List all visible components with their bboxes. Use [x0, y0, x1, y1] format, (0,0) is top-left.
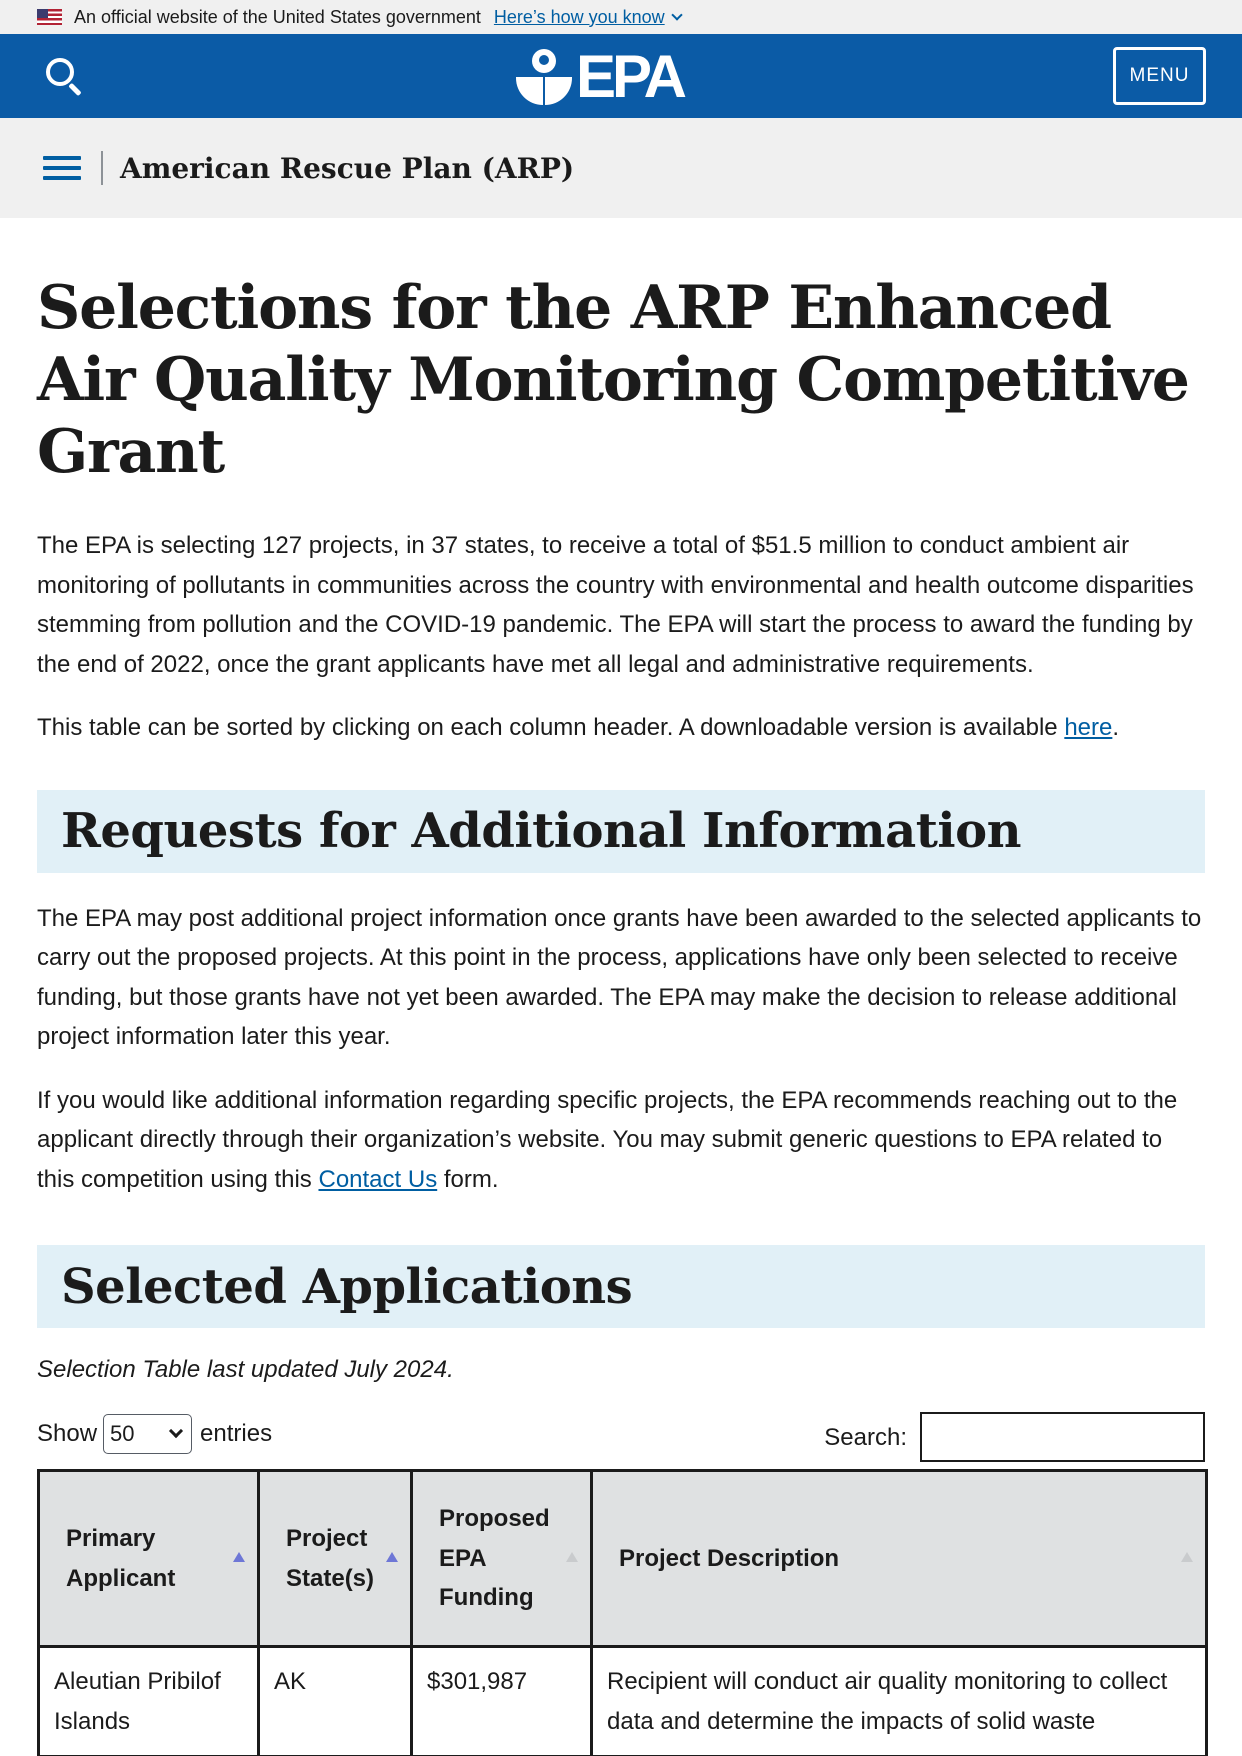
requests-paragraph-2-end: form. — [437, 1165, 499, 1193]
chevron-down-icon[interactable] — [671, 9, 682, 20]
sort-ascending-icon — [386, 1552, 398, 1562]
table-controls — [37, 1412, 1205, 1468]
requests-heading-box — [37, 790, 1205, 873]
table-row — [39, 1647, 1207, 1756]
entries-control — [37, 1414, 272, 1454]
cell-state: AK — [259, 1647, 412, 1756]
selected-heading-box — [37, 1245, 1205, 1328]
entries-label: entries — [200, 1420, 273, 1447]
cell-description: Recipient will conduct air quality monitoring to collect data and determine the impacts of solid waste — [592, 1647, 1207, 1756]
column-header-project-description[interactable] — [592, 1471, 1207, 1647]
column-header-label: Project State(s) — [286, 1525, 375, 1592]
selections-table — [37, 1469, 1208, 1756]
search-icon[interactable] — [40, 52, 88, 100]
sort-ascending-icon — [233, 1552, 245, 1562]
column-header-label: Primary Applicant — [66, 1525, 176, 1592]
sort-note-paragraph — [37, 708, 1205, 748]
site-header — [0, 34, 1242, 118]
logo-text: EPA — [576, 43, 683, 110]
cell-funding: $301,987 — [412, 1647, 592, 1756]
main-content — [0, 272, 1242, 1756]
column-header-proposed-funding[interactable] — [412, 1471, 592, 1647]
menu-button[interactable]: MENU — [1113, 47, 1206, 105]
table-search-input[interactable] — [920, 1412, 1205, 1462]
gov-banner — [0, 0, 1242, 34]
page-title: Selections for the ARP Enhanced Air Quality Monitoring Competitive Grant — [37, 273, 1189, 487]
search-label: Search: — [824, 1424, 907, 1451]
intro-paragraph: The EPA is selecting 127 projects, in 37 states, to receive a total of $51.5 million to conduct ambient air monitoring of pollutants in communities across the country with environmental and health outcome disparities stemming from pollution and the COVID-19 pandemic. The EPA will start the process to award the funding by the end of 2022, once the grant applicants have met all legal and administrative requirements. — [37, 532, 1194, 678]
heres-how-you-know-link[interactable]: Here’s how you know — [493, 6, 665, 27]
sort-note-text: This table can be sorted by clicking on each column header. A downloadable version is available — [37, 714, 1065, 741]
divider — [101, 151, 103, 185]
epa-logo[interactable] — [516, 43, 683, 110]
show-label: Show — [37, 1420, 98, 1447]
epa-flower-icon — [516, 49, 572, 105]
column-header-project-states[interactable] — [259, 1471, 412, 1647]
selected-heading: Selected Applications — [61, 1258, 633, 1315]
entries-select[interactable] — [103, 1414, 192, 1454]
last-updated-note: Selection Table last updated July 2024. — [37, 1356, 454, 1383]
gov-banner-text: An official website of the United States government — [74, 6, 481, 27]
sub-navigation — [0, 118, 1242, 218]
requests-heading: Requests for Additional Information — [61, 803, 1022, 859]
column-header-primary-applicant[interactable] — [39, 1471, 259, 1647]
sort-icon — [566, 1552, 578, 1562]
requests-paragraph-1: The EPA may post additional project information once grants have been awarded to the selected applicants to carry out the proposed projects. At this point in the process, applications have only been selected to receive funding, but those grants have not yet been awarded. The EPA may make the decision to release additional project information later this year. — [37, 904, 1202, 1050]
us-flag-icon — [37, 9, 62, 25]
download-here-link[interactable]: here — [1064, 714, 1113, 741]
column-header-label: Proposed EPA Funding — [439, 1505, 550, 1612]
column-header-label: Project Description — [619, 1544, 840, 1572]
entries-select-value: 50 — [110, 1421, 135, 1446]
table-header-row — [39, 1471, 1207, 1647]
contact-us-link[interactable]: Contact Us — [318, 1165, 438, 1193]
subnav-title[interactable]: American Rescue Plan (ARP) — [120, 151, 575, 185]
cell-applicant: Aleutian Pribilof Islands — [39, 1647, 259, 1756]
sort-icon — [1181, 1552, 1193, 1562]
requests-paragraph-2-text: If you would like additional information regarding specific projects, the EPA recommends reaching out to the applicant directly through their organization’s website. You may submit generic questions to EPA related to this competition using this — [37, 1086, 1178, 1193]
hamburger-icon[interactable] — [43, 154, 81, 182]
chevron-down-icon — [169, 1424, 183, 1438]
requests-paragraph-2 — [37, 1081, 1205, 1200]
sort-note-end: . — [1112, 714, 1120, 741]
